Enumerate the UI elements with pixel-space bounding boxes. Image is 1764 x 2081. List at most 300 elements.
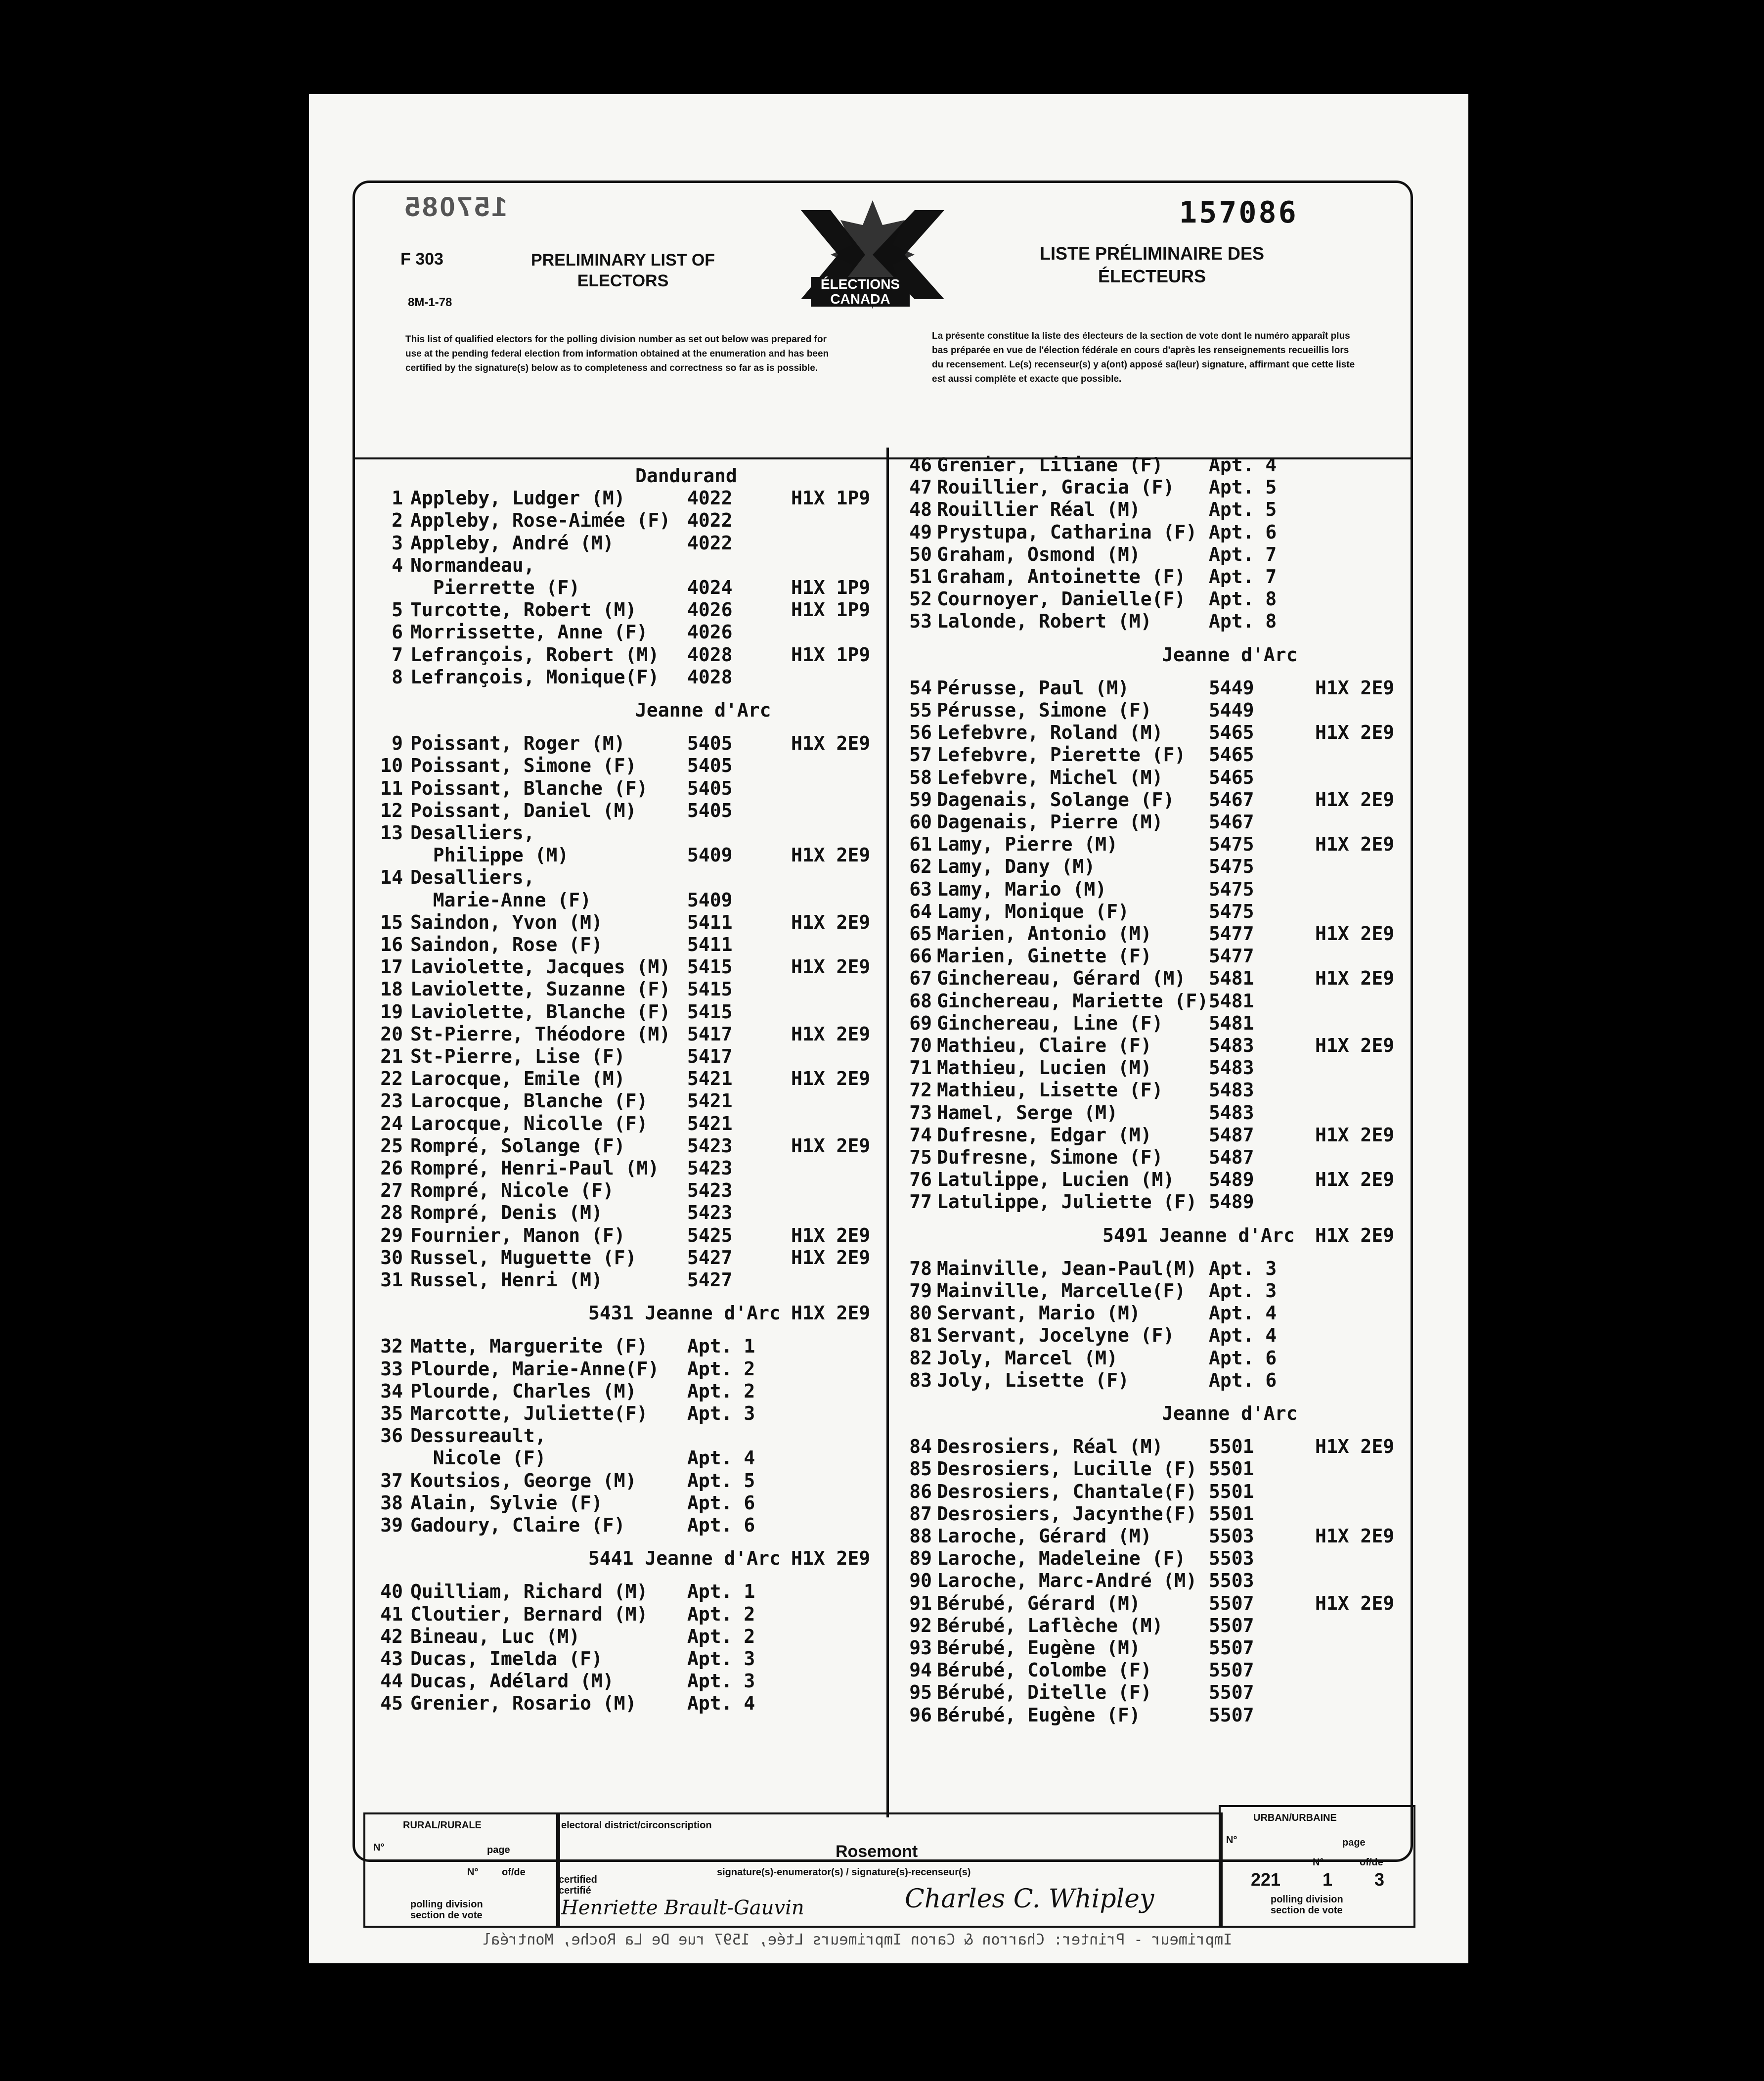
elector-name: Bérubé, Colombe (F) — [937, 1659, 1152, 1681]
elector-name: Laroche, Gérard (M) — [937, 1525, 1152, 1547]
elector-name: Desrosiers, Jacynthe(F) — [937, 1502, 1197, 1525]
elector-address: 5421 — [687, 1112, 733, 1134]
elector-name: Larocque, Blanche (F) — [410, 1090, 648, 1112]
elector-number: 86 — [909, 1480, 932, 1502]
elector-name: Desrosiers, Réal (M) — [937, 1436, 1163, 1458]
elector-name: Plourde, Marie-Anne(F) — [410, 1357, 660, 1380]
elector-number: 44 — [380, 1670, 403, 1692]
elector-address: 5465 — [1209, 744, 1254, 766]
elector-row — [890, 588, 1407, 610]
elector-number: 93 — [909, 1637, 932, 1659]
elector-row — [361, 666, 882, 688]
elector-name: Lefrançois, Robert (M) — [410, 643, 660, 666]
elector-address: Apt. 3 — [687, 1402, 755, 1424]
postal-code: H1X 2E9 — [1315, 1124, 1395, 1146]
elector-number: 25 — [380, 1134, 403, 1157]
elector-row — [890, 811, 1407, 833]
postal-code: H1X 2E9 — [1315, 677, 1395, 699]
elector-address: 5483 — [1209, 1057, 1254, 1079]
elector-name: Mathieu, Claire (F) — [937, 1035, 1152, 1056]
elector-address: Apt. 2 — [687, 1380, 755, 1402]
elector-address: Apt. 6 — [687, 1514, 755, 1536]
elector-row — [890, 1681, 1407, 1704]
elector-row — [361, 1581, 882, 1603]
elector-row — [890, 1280, 1407, 1302]
elector-name: Bérubé, Gérard (M) — [937, 1592, 1141, 1614]
elections-canada-logo — [791, 195, 954, 319]
elector-address: 5503 — [1209, 1547, 1254, 1570]
elector-row — [890, 1615, 1407, 1637]
elector-name: Russel, Muguette (F) — [410, 1246, 637, 1268]
elector-address: 5415 — [687, 978, 733, 1000]
elector-number: 65 — [909, 923, 932, 945]
elector-row — [890, 1035, 1407, 1057]
elector-number: 30 — [380, 1246, 403, 1268]
elector-address: 5423 — [687, 1157, 733, 1179]
elector-number: 72 — [909, 1079, 932, 1101]
elector-address: 4022 — [687, 509, 733, 532]
elector-address: 5507 — [1209, 1592, 1254, 1614]
elector-row — [890, 543, 1407, 566]
elector-row — [361, 1492, 882, 1514]
elector-row — [890, 1302, 1407, 1324]
elector-number: 9 — [392, 732, 403, 755]
elector-address: 5415 — [687, 1000, 733, 1023]
elector-number: 7 — [392, 643, 403, 666]
elector-row — [361, 487, 882, 509]
elector-name: Prystupa, Catharina (F) — [937, 521, 1197, 543]
elector-name: Dufresne, Simone (F) — [937, 1146, 1163, 1168]
elector-number: 51 — [909, 566, 932, 588]
elector-number: 91 — [909, 1592, 932, 1614]
elector-address: Apt. 6 — [1209, 521, 1277, 543]
street-heading: 5491 Jeanne d'Arc — [1102, 1224, 1295, 1246]
elector-address: 5487 — [1209, 1146, 1254, 1168]
elector-address: Apt. 6 — [687, 1492, 755, 1514]
elector-row — [361, 1023, 882, 1045]
elector-number: 4 — [392, 554, 403, 576]
elector-name: Laroche, Madeleine (F) — [937, 1547, 1186, 1570]
urban-no-label-2: N° — [1313, 1857, 1324, 1868]
postal-code: H1X 2E9 — [791, 956, 871, 978]
elector-address: 5405 — [687, 732, 733, 755]
elector-name: Desalliers, — [410, 866, 535, 889]
elector-number: 90 — [909, 1570, 932, 1592]
elector-number: 18 — [380, 978, 403, 1000]
rural-label: RURAL/RURALE — [403, 1820, 482, 1831]
elector-name: Hamel, Serge (M) — [937, 1101, 1118, 1124]
elector-row — [890, 856, 1407, 878]
elector-name: Pierrette (F) — [410, 577, 580, 598]
elector-name: Latulippe, Juliette (F) — [937, 1191, 1197, 1213]
elector-address: 5467 — [1209, 788, 1254, 811]
elector-number: 43 — [380, 1648, 403, 1670]
elector-row — [890, 1525, 1407, 1547]
rural-page-label: page — [487, 1845, 510, 1855]
elector-row — [361, 1603, 882, 1626]
street-heading: 5441 Jeanne d'Arc — [588, 1547, 781, 1570]
elector-address: 5501 — [1209, 1458, 1254, 1480]
elector-name: Koutsios, George (M) — [410, 1469, 637, 1492]
postal-code: H1X 2E9 — [1315, 722, 1395, 744]
elector-row — [890, 1436, 1407, 1458]
elector-address: 5427 — [687, 1269, 733, 1291]
elector-address: 5417 — [687, 1045, 733, 1067]
elector-row — [361, 889, 882, 911]
elector-number: 11 — [380, 777, 403, 799]
serial-number: 157086 — [1179, 195, 1298, 230]
postal-code: H1X 2E9 — [1315, 1592, 1395, 1614]
elector-row — [361, 1358, 882, 1380]
elector-name: Bérubé, Eugène (M) — [937, 1637, 1141, 1659]
elector-address: 5405 — [687, 755, 733, 777]
elector-number: 5 — [392, 599, 403, 621]
elector-number: 94 — [909, 1659, 932, 1681]
elector-row — [361, 777, 882, 800]
elector-name: Laviolette, Blanche (F) — [410, 1000, 671, 1023]
elector-number: 33 — [380, 1357, 403, 1380]
elector-number: 79 — [909, 1280, 932, 1302]
elector-row — [361, 1247, 882, 1269]
elector-address: 4026 — [687, 621, 733, 643]
elector-address: 4022 — [687, 532, 733, 554]
elector-address: Apt. 5 — [1209, 476, 1277, 498]
elector-address: Apt. 6 — [1209, 1369, 1277, 1391]
rural-of-label: of/de — [502, 1867, 526, 1878]
elector-row — [361, 1335, 882, 1357]
elector-address: Apt. 2 — [687, 1603, 755, 1625]
elector-row — [361, 732, 882, 755]
elector-address: 5481 — [1209, 990, 1254, 1012]
elector-name: Saindon, Yvon (M) — [410, 911, 603, 933]
elector-number: 89 — [909, 1547, 932, 1570]
elector-number: 36 — [380, 1425, 403, 1447]
elector-row — [361, 1447, 882, 1469]
postal-code: H1X 2E9 — [791, 911, 871, 933]
elector-number: 29 — [380, 1224, 403, 1246]
postal-code: H1X 2E9 — [791, 1068, 871, 1090]
elector-address: 5481 — [1209, 1012, 1254, 1034]
elector-name: Lefebvre, Pierette (F) — [937, 744, 1186, 766]
elector-name: Poissant, Simone (F) — [410, 755, 637, 777]
elector-name: Joly, Marcel (M) — [937, 1347, 1118, 1369]
urban-number: 221 — [1251, 1869, 1281, 1890]
elector-row — [361, 1402, 882, 1425]
elector-address: Apt. 3 — [1209, 1257, 1277, 1279]
elector-number: 57 — [909, 744, 932, 766]
elector-address: 5475 — [1209, 878, 1254, 900]
elector-address: 5449 — [1209, 677, 1254, 699]
elector-row — [890, 901, 1407, 923]
elector-address: 5501 — [1209, 1502, 1254, 1525]
elector-row — [361, 554, 882, 577]
elector-address: 5507 — [1209, 1659, 1254, 1681]
elector-number: 53 — [909, 610, 932, 633]
elector-address: 5503 — [1209, 1570, 1254, 1592]
elector-address: 5467 — [1209, 811, 1254, 833]
elector-name: Morrissette, Anne (F) — [410, 621, 648, 643]
elector-name: Marien, Ginette (F) — [937, 945, 1152, 967]
elector-number: 39 — [380, 1514, 403, 1536]
elector-row — [890, 923, 1407, 945]
elector-name: Marien, Antonio (M) — [937, 923, 1152, 945]
elector-name: Grenier, Rosario (M) — [410, 1692, 637, 1715]
elector-address: 4026 — [687, 599, 733, 621]
rural-no-label-2: N° — [467, 1867, 479, 1878]
elector-address: 5507 — [1209, 1704, 1254, 1726]
elector-name: Marcotte, Juliette(F) — [410, 1402, 648, 1424]
certified-label: certified certifié — [559, 1874, 597, 1896]
elector-row — [890, 1369, 1407, 1392]
postal-code: H1X 2E9 — [791, 732, 871, 755]
elector-number: 20 — [380, 1023, 403, 1045]
elector-row — [890, 566, 1407, 588]
elector-name: Cloutier, Bernard (M) — [410, 1603, 648, 1625]
elector-address: 5421 — [687, 1068, 733, 1090]
elector-number: 41 — [380, 1603, 403, 1625]
elector-address: 5481 — [1209, 967, 1254, 990]
right-entries-column — [890, 454, 1409, 1789]
elector-address: 4022 — [687, 487, 733, 509]
elector-number: 19 — [380, 1000, 403, 1023]
elector-name: Ducas, Adélard (M) — [410, 1670, 614, 1692]
elector-number: 75 — [909, 1146, 932, 1168]
elector-row — [361, 1380, 882, 1402]
elector-name: Laviolette, Suzanne (F) — [410, 978, 671, 1000]
elector-name: St-Pierre, Théodore (M) — [410, 1023, 671, 1045]
elector-row — [361, 844, 882, 866]
elector-address: 5449 — [1209, 699, 1254, 721]
elector-row — [361, 978, 882, 1000]
elector-row — [890, 498, 1407, 521]
elector-number: 78 — [909, 1257, 932, 1279]
elector-row — [361, 1425, 882, 1447]
postal-code: H1X 2E9 — [1315, 967, 1395, 990]
elector-row — [890, 454, 1407, 476]
elector-row — [890, 990, 1407, 1012]
elector-row — [890, 1458, 1407, 1480]
elector-name: Servant, Mario (M) — [937, 1302, 1141, 1324]
elector-address: 5489 — [1209, 1169, 1254, 1191]
elector-address: Apt. 3 — [687, 1648, 755, 1670]
elector-name: Bérubé, Laflèche (M) — [937, 1614, 1163, 1636]
elector-number: 12 — [380, 799, 403, 821]
street-heading: Jeanne d'Arc — [1162, 1402, 1298, 1424]
elector-row — [361, 755, 882, 777]
elector-number: 85 — [909, 1458, 932, 1480]
elector-address: 5423 — [687, 1134, 733, 1157]
elector-name: Lamy, Pierre (M) — [937, 833, 1118, 856]
elector-number: 74 — [909, 1124, 932, 1146]
elector-row — [890, 1169, 1407, 1191]
elector-name: Graham, Osmond (M) — [937, 543, 1141, 565]
elector-name: Dufresne, Edgar (M) — [937, 1124, 1152, 1146]
elector-row — [890, 610, 1407, 633]
elector-number: 71 — [909, 1057, 932, 1079]
elector-row — [890, 677, 1407, 699]
elector-number: 49 — [909, 521, 932, 543]
elector-row — [361, 934, 882, 956]
elector-name: Ducas, Imelda (F) — [410, 1648, 603, 1670]
elector-row — [890, 1592, 1407, 1615]
elector-number: 45 — [380, 1692, 403, 1715]
elector-number: 64 — [909, 900, 932, 922]
elector-row — [890, 1191, 1407, 1213]
elector-name: Nicole (F) — [410, 1447, 546, 1469]
title-english: PRELIMINARY LIST OF ELECTORS — [530, 251, 715, 290]
elector-row — [361, 1045, 882, 1068]
elector-name: Rompré, Solange (F) — [410, 1134, 625, 1157]
postal-code: H1X 2E9 — [1315, 788, 1395, 811]
elector-number: 35 — [380, 1402, 403, 1424]
elector-name: Lamy, Mario (M) — [937, 878, 1107, 900]
elector-name: Bineau, Luc (M) — [410, 1625, 580, 1647]
elector-name: Pérusse, Simone (F) — [937, 699, 1152, 721]
elector-name: Alain, Sylvie (F) — [410, 1492, 603, 1514]
elector-address: 5409 — [687, 889, 733, 911]
elector-row — [361, 1514, 882, 1537]
elector-row — [890, 945, 1407, 967]
elector-row — [890, 1503, 1407, 1525]
elector-address: 4028 — [687, 643, 733, 666]
serial-number-mirror: 157085 — [403, 191, 507, 222]
elector-address: 5405 — [687, 799, 733, 821]
elector-name: Desrosiers, Lucille (F) — [937, 1458, 1197, 1480]
elector-number: 70 — [909, 1035, 932, 1056]
form-number: F 303 — [400, 250, 443, 269]
elector-name: Appleby, Rose-Aimée (F) — [410, 509, 671, 532]
elector-address: 5477 — [1209, 945, 1254, 967]
elector-number: 37 — [380, 1469, 403, 1492]
elector-row — [890, 1146, 1407, 1169]
notice-french: La présente constitue la liste des électeurs de la section de vote dont le numéro apparaît plus bas préparée en vue de l'élection fédérale en cours d'après les renseignements recueillis lors du recensement. Le(s) recenseur(s) y a(ont) apposé sa(leur) signature, affirmant que cette liste est aussi complète et exacte que possible. — [932, 331, 1355, 384]
elector-row — [890, 1347, 1407, 1369]
elector-name: Cournoyer, Danielle(F) — [937, 588, 1186, 610]
postal-code: H1X 2E9 — [791, 1246, 871, 1268]
rural-polling-division-label: polling division section de vote — [410, 1899, 483, 1921]
street-heading: Jeanne d'Arc — [635, 699, 771, 721]
elector-name: Lalonde, Robert (M) — [937, 610, 1152, 633]
elector-address: Apt. 8 — [1209, 588, 1277, 610]
elector-name: Philippe (M) — [410, 844, 569, 866]
elector-name: St-Pierre, Lise (F) — [410, 1045, 625, 1067]
street-heading: 5431 Jeanne d'Arc — [588, 1302, 781, 1324]
elector-number: 61 — [909, 833, 932, 856]
elector-name: Bérubé, Eugène (F) — [937, 1704, 1141, 1726]
signature-label: signature(s)-enumerator(s) / signature(s)-recenseur(s) — [717, 1867, 971, 1878]
elector-name: Poissant, Blanche (F) — [410, 777, 648, 799]
elector-name: Plourde, Charles (M) — [410, 1380, 637, 1402]
elector-address: Apt. 5 — [687, 1469, 755, 1492]
elector-number: 34 — [380, 1380, 403, 1402]
elector-address: 4024 — [687, 577, 733, 598]
logo-text: ÉLECTIONS CANADA — [811, 277, 910, 307]
elector-name: Rompré, Denis (M) — [410, 1202, 603, 1224]
elector-address: 5483 — [1209, 1079, 1254, 1101]
elector-row — [890, 476, 1407, 498]
elector-name: Laroche, Marc-André (M) — [937, 1570, 1197, 1592]
elector-name: Quilliam, Richard (M) — [410, 1581, 648, 1603]
elector-number: 31 — [380, 1269, 403, 1291]
elector-address: Apt. 6 — [1209, 1347, 1277, 1369]
elector-row — [361, 1648, 882, 1670]
elector-row — [361, 800, 882, 822]
elector-number: 83 — [909, 1369, 932, 1391]
elector-row — [890, 789, 1407, 811]
postal-code: H1X 2E9 — [1315, 1525, 1395, 1547]
elector-number: 66 — [909, 945, 932, 967]
elector-row — [890, 521, 1407, 543]
elector-address: Apt. 8 — [1209, 610, 1277, 633]
elector-name: Rompré, Henri-Paul (M) — [410, 1157, 660, 1179]
elector-name: Poissant, Daniel (M) — [410, 799, 637, 821]
elector-number: 38 — [380, 1492, 403, 1514]
elector-name: Grenier, Liliane (F) — [937, 454, 1163, 476]
district-label: electoral district/circonscription — [561, 1820, 712, 1831]
elector-row — [361, 866, 882, 889]
elector-row — [361, 1001, 882, 1023]
elector-address: 5425 — [687, 1224, 733, 1246]
elector-name: Ginchereau, Gérard (M) — [937, 967, 1186, 990]
elector-number: 17 — [380, 956, 403, 978]
signature-enumerator-1: Henriette Brault-Gauvin — [561, 1897, 804, 1919]
elector-row — [890, 1124, 1407, 1146]
elector-row — [361, 599, 882, 621]
elector-name: Saindon, Rose (F) — [410, 934, 603, 955]
urban-of: 3 — [1374, 1869, 1385, 1890]
elector-row — [361, 1470, 882, 1492]
elector-number: 58 — [909, 766, 932, 788]
elector-row — [361, 577, 882, 599]
elector-name: Laviolette, Jacques (M) — [410, 956, 671, 978]
elector-address: 5405 — [687, 777, 733, 799]
elector-number: 40 — [380, 1581, 403, 1603]
elector-number: 24 — [380, 1112, 403, 1134]
elector-number: 21 — [380, 1045, 403, 1067]
elector-address: 5477 — [1209, 923, 1254, 945]
elector-address: 5415 — [687, 956, 733, 978]
elector-row — [890, 1637, 1407, 1659]
elector-address: 5411 — [687, 911, 733, 933]
elector-number: 60 — [909, 811, 932, 833]
elector-address: 5411 — [687, 934, 733, 955]
elector-number: 87 — [909, 1502, 932, 1525]
postal-code: H1X 2E9 — [791, 1302, 871, 1324]
elector-name: Normandeau, — [410, 554, 535, 576]
elector-number: 55 — [909, 699, 932, 721]
elector-row — [890, 1481, 1407, 1503]
elector-number: 32 — [380, 1335, 403, 1357]
left-entries-column — [361, 465, 885, 1800]
elector-name: Turcotte, Robert (M) — [410, 599, 637, 621]
elector-name: Lamy, Monique (F) — [937, 900, 1129, 922]
elector-address: 5483 — [1209, 1035, 1254, 1056]
elector-row — [890, 722, 1407, 744]
postal-code: H1X 2E9 — [791, 1547, 871, 1570]
elector-address: Apt. 4 — [687, 1447, 755, 1469]
elector-address: Apt. 3 — [687, 1670, 755, 1692]
elector-address: Apt. 2 — [687, 1357, 755, 1380]
elector-name: Larocque, Emile (M) — [410, 1068, 625, 1090]
elector-name: Dessureault, — [410, 1425, 546, 1447]
elector-address: 5475 — [1209, 833, 1254, 856]
elector-number: 84 — [909, 1436, 932, 1458]
urban-page-label: page — [1342, 1837, 1366, 1848]
elector-name: Gadoury, Claire (F) — [410, 1514, 625, 1536]
elector-number: 80 — [909, 1302, 932, 1324]
elector-row — [361, 1224, 882, 1247]
elector-number: 62 — [909, 856, 932, 878]
